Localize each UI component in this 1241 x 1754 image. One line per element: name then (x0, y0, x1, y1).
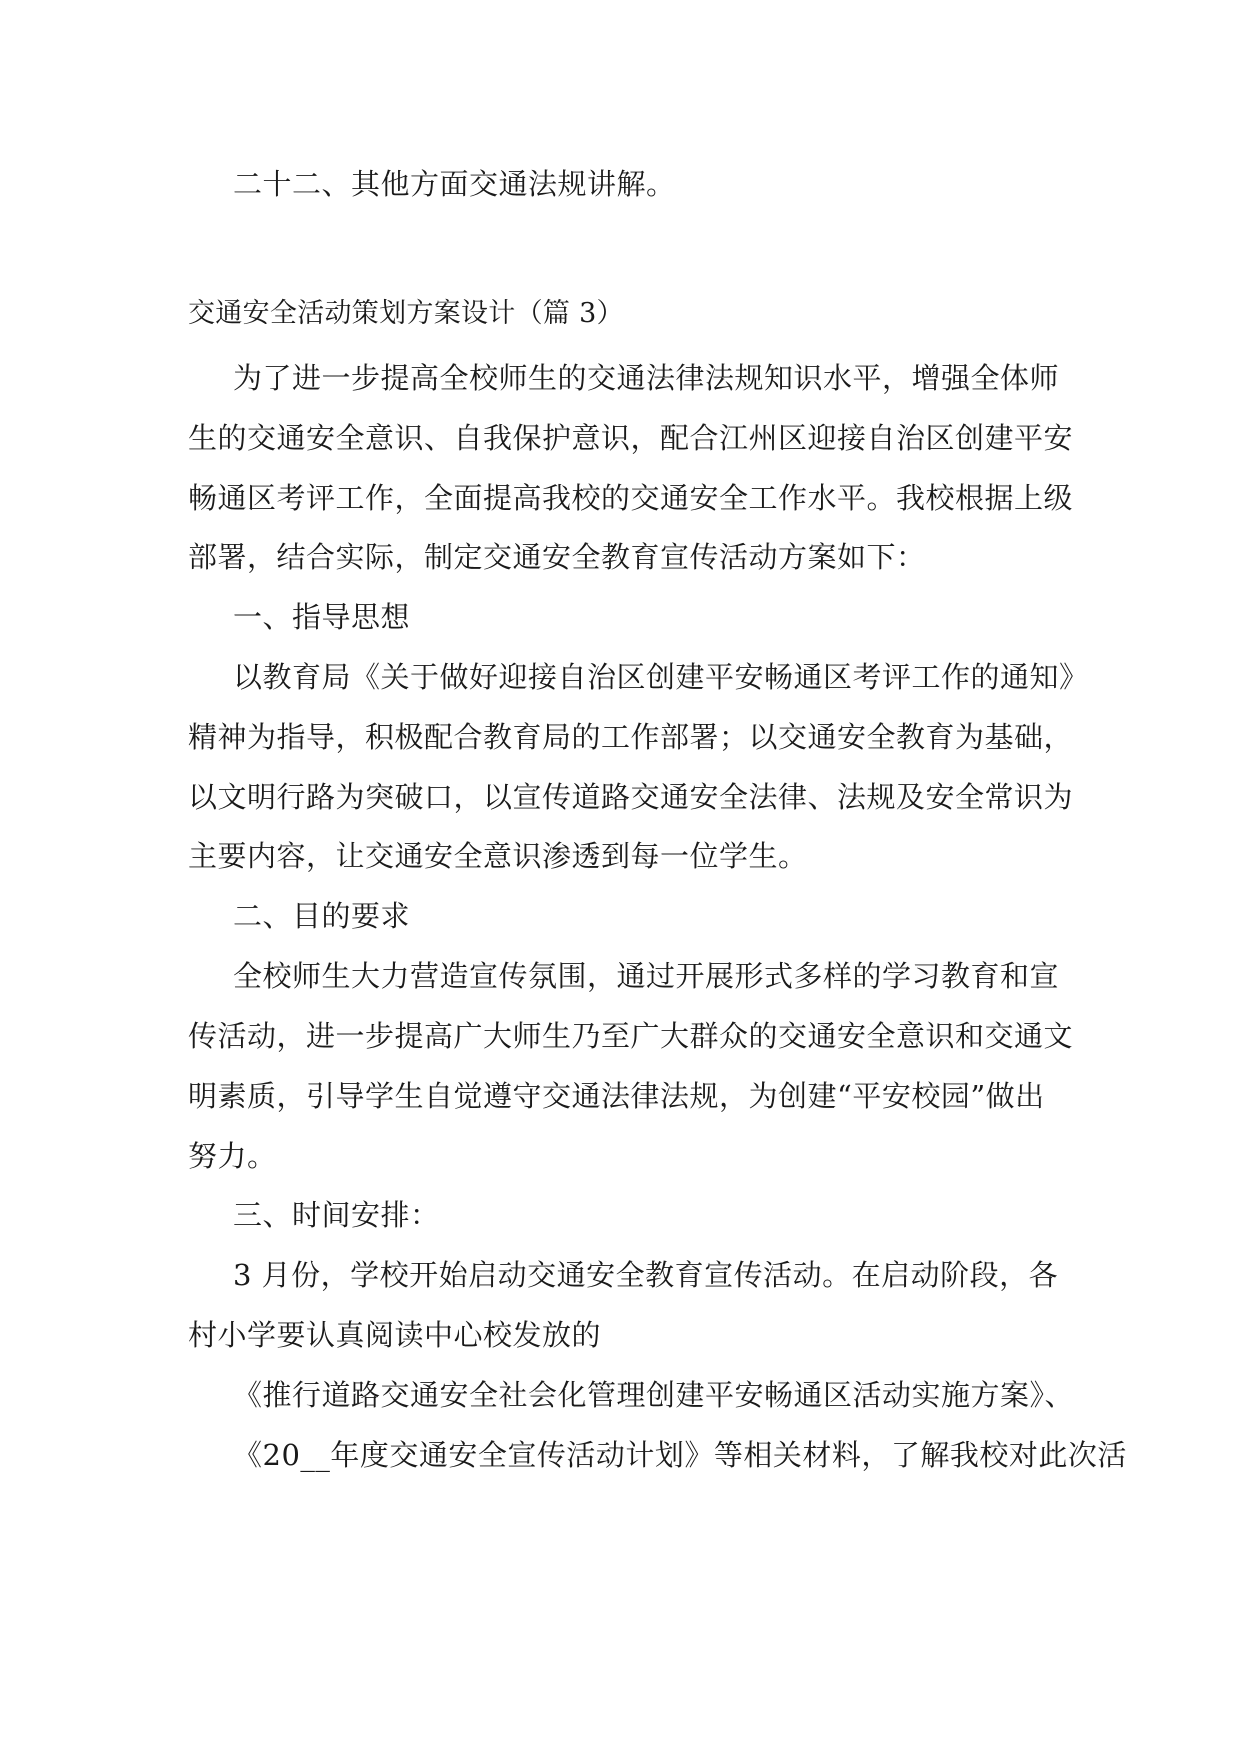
paragraph-line: 生的交通安全意识、自我保护意识，配合江州区迎接自治区创建平安 (188, 421, 1074, 455)
paragraph-line: 以文明行路为突破口，以宣传道路交通安全法律、法规及安全常识为 (188, 780, 1074, 814)
paragraph-line: 传活动，进一步提高广大师生乃至广大群众的交通安全意识和交通文 (188, 1019, 1074, 1053)
paragraph-line: 精神为指导，积极配合教育局的工作部署；以交通安全教育为基础， (188, 720, 1074, 754)
paragraph-line: 《20__年度交通安全宣传活动计划》等相关材料，了解我校对此次活 (233, 1438, 1127, 1472)
heading-guiding-thought: 一、指导思想 (233, 600, 411, 634)
paragraph-line: 3 月份，学校开始启动交通安全教育宣传活动。在启动阶段，各 (233, 1258, 1059, 1292)
list-item-22: 二十二、其他方面交通法规讲解。 (233, 167, 676, 201)
heading-objectives: 二、目的要求 (233, 899, 411, 933)
heading-schedule: 三、时间安排： (233, 1198, 440, 1232)
paragraph-line: 畅通区考评工作，全面提高我校的交通安全工作水平。我校根据上级 (188, 481, 1074, 515)
paragraph-line: 《推行道路交通安全社会化管理创建平安畅通区活动实施方案》、 (233, 1378, 1075, 1412)
paragraph-line: 村小学要认真阅读中心校发放的 (188, 1318, 602, 1352)
paragraph-line: 为了进一步提高全校师生的交通法律法规知识水平，增强全体师 (233, 361, 1060, 395)
paragraph-line: 明素质，引导学生自觉遵守交通法律法规，为创建“平安校园”做出 (188, 1079, 1045, 1113)
paragraph-line: 以教育局《关于做好迎接自治区创建平安畅通区考评工作的通知》 (233, 660, 1089, 694)
paragraph-line: 部署，结合实际，制定交通安全教育宣传活动方案如下： (188, 540, 926, 574)
paragraph-line: 全校师生大力营造宣传氛围，通过开展形式多样的学习教育和宣 (233, 959, 1060, 993)
paragraph-line: 努力。 (188, 1139, 277, 1173)
paragraph-line: 主要内容，让交通安全意识渗透到每一位学生。 (188, 839, 808, 873)
section-title: 交通安全活动策划方案设计（篇 3） (188, 298, 624, 329)
